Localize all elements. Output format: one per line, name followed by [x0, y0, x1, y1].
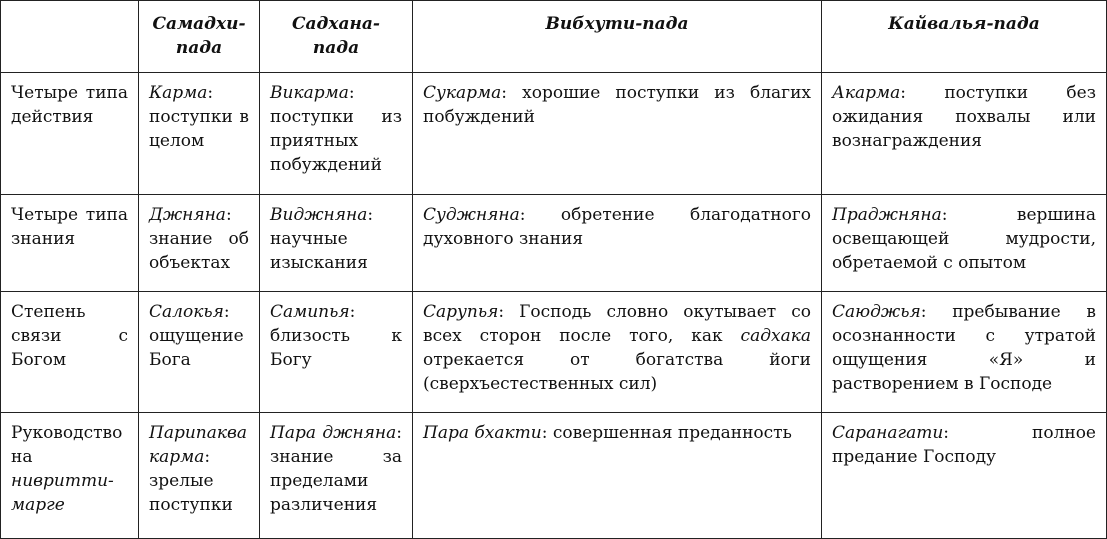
cell-term: Сарупья	[423, 302, 499, 322]
cell-term: Сукарма	[423, 83, 502, 103]
cell-term: Праджняна	[832, 205, 942, 225]
table-cell	[139, 292, 260, 413]
cell-text: : вершина освещающей мудрости, обретаемой с опытом	[832, 205, 1096, 273]
row-label	[1, 195, 139, 292]
cell-term: Самипья	[270, 302, 350, 322]
cell-text: : знание об объектах	[149, 205, 249, 273]
cell-text: : обретение благодатного духовного знания	[423, 205, 811, 249]
cell-text: : Господь словно окутывает со всех сторон после того, как	[423, 302, 811, 346]
cell-text: : научные изыскания	[270, 205, 374, 273]
table-row-connection-with-god	[1, 292, 1107, 413]
cell-term: Виджняна	[270, 205, 368, 225]
header-vibhuti-pada: Вибхути-пада	[413, 1, 822, 73]
table-cell	[822, 292, 1107, 413]
cell-text: : совершенная преданность	[541, 423, 792, 443]
row-label	[1, 73, 139, 195]
row-label-text: Степень связи с Богом	[11, 302, 128, 370]
cell-text: отрекается от богатства йоги (сверхъестественных сил)	[423, 350, 811, 394]
cell-text: : поступки в целом	[149, 83, 249, 151]
table-row-knowledge-types	[1, 195, 1107, 292]
header-samadhi-pada: Самадхи-пада	[139, 1, 260, 73]
cell-text: : полное предание Господу	[832, 423, 1096, 467]
cell-term: Парипаква карма	[149, 423, 248, 467]
cell-text: : хорошие поступки из благих побуждений	[423, 83, 811, 127]
row-label-text: Четыре типа действия	[11, 83, 128, 127]
table-cell	[413, 73, 822, 195]
table-cell	[413, 292, 822, 413]
header-kaivalya-pada: Кайвалья-пада	[822, 1, 1107, 73]
table-cell	[139, 413, 260, 539]
table-cell	[413, 413, 822, 539]
cell-text: : знание за пределами различения	[270, 423, 402, 515]
row-label	[1, 292, 139, 413]
header-row	[1, 1, 1107, 73]
cell-term: Акарма	[832, 83, 901, 103]
cell-text: : пребывание в осознанности с утратой ощущения «Я» и растворением в Господе	[832, 302, 1096, 394]
cell-term: Викарма	[270, 83, 349, 103]
table-cell	[822, 195, 1107, 292]
table-cell	[822, 73, 1107, 195]
table-cell	[260, 292, 413, 413]
header-sadhana-pada: Садхана-пада	[260, 1, 413, 73]
cell-term: Салокья	[149, 302, 224, 322]
cell-term: Саранагати	[832, 423, 944, 443]
header-empty-cell	[1, 1, 139, 73]
row-label-term: нивритти-марге	[11, 471, 114, 515]
table-cell	[260, 195, 413, 292]
cell-term: Пара джняна	[270, 423, 397, 443]
row-label-text: Руководство на	[11, 423, 123, 467]
table-row-nivritti-marga	[1, 413, 1107, 539]
cell-text: : близость к Богу	[270, 302, 402, 370]
cell-term: Пара бхакти	[423, 423, 542, 443]
row-label-text: Четыре типа знания	[11, 205, 128, 249]
table-cell	[822, 413, 1107, 539]
table-cell	[139, 73, 260, 195]
cell-term-inline: садхака	[740, 326, 811, 346]
cell-text: : ощущение Бога	[149, 302, 244, 370]
table-row-action-types	[1, 73, 1107, 195]
cell-term: Суджняна	[423, 205, 520, 225]
cell-term: Джняна	[149, 205, 226, 225]
cell-term: Саюджья	[832, 302, 921, 322]
table-cell	[260, 413, 413, 539]
cell-text: : зрелые поступки	[149, 447, 233, 515]
cell-text: : поступки без ожидания похвалы или вознаграждения	[832, 83, 1096, 151]
table-cell	[260, 73, 413, 195]
row-label	[1, 413, 139, 539]
cell-text: : поступки из приятных побуждений	[270, 83, 402, 175]
table-cell	[413, 195, 822, 292]
cell-term: Карма	[149, 83, 208, 103]
table-cell	[139, 195, 260, 292]
